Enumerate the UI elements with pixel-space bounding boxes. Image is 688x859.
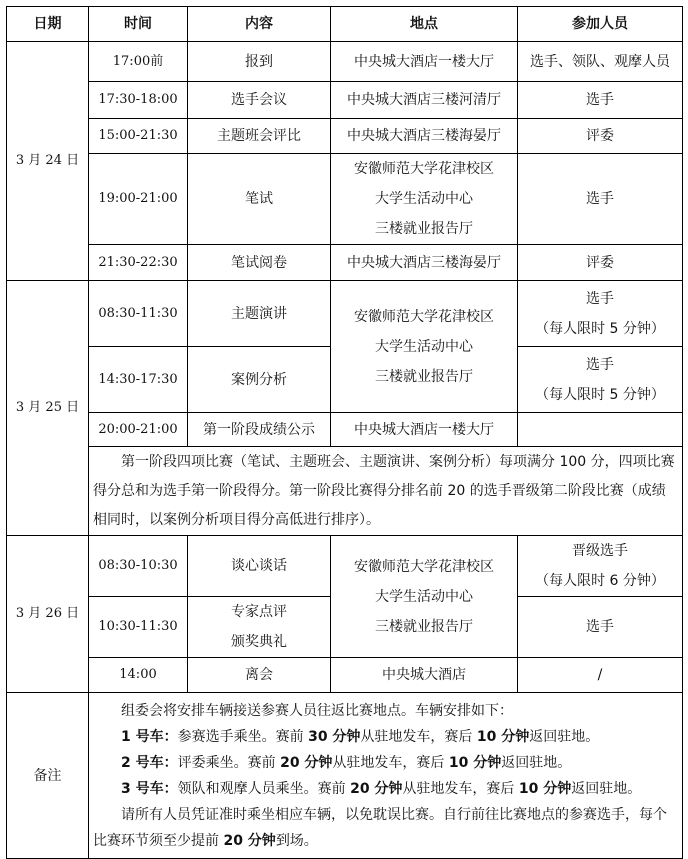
car-time: 10 分钟 [476, 728, 530, 745]
car-text: 评委乘坐。赛前 [177, 754, 281, 771]
car-name: 2 号车： [121, 754, 178, 771]
table-row [7, 154, 683, 245]
place-line: 大学生活动中心 [375, 191, 473, 207]
car-line [93, 724, 678, 750]
table-row [7, 447, 683, 536]
table-row [7, 42, 683, 82]
time-cell: 17:30-18:00 [89, 82, 188, 119]
place-line: 安徽师范大学花津校区 [354, 558, 494, 575]
car-time: 30 分钟 [308, 728, 361, 745]
car-line [93, 776, 678, 802]
table-row [7, 82, 683, 119]
people-cell: 选手 [518, 597, 683, 658]
place-cell: 中央城大酒店三楼海晏厅 [331, 245, 518, 281]
car-name: 1 号车： [121, 728, 178, 745]
car-time: 10 分钟 [518, 780, 572, 797]
people-cell: 评委 [518, 119, 683, 154]
car-text: 从驻地发车，赛后 [402, 780, 519, 797]
header-place: 地点 [331, 7, 518, 42]
car-time: 10 分钟 [448, 754, 502, 771]
remarks-outro [93, 802, 678, 854]
people-cell [518, 281, 683, 347]
content-cell: 案例分析 [188, 347, 331, 413]
content-cell: 离会 [188, 658, 331, 693]
people-line: 选手 [586, 290, 614, 307]
people-cell: 评委 [518, 245, 683, 281]
people-cell [518, 536, 683, 597]
car-text: 返回驻地。 [529, 728, 600, 745]
place-line: 大学生活动中心 [375, 338, 473, 355]
people-line: 选手 [586, 356, 614, 373]
content-cell: 主题演讲 [188, 281, 331, 347]
place-line: 三楼就业报告厅 [375, 221, 473, 237]
place-cell: 中央城大酒店一楼大厅 [331, 413, 518, 447]
table-row [7, 281, 683, 347]
header-row [7, 7, 683, 42]
table-row [7, 658, 683, 693]
header-date: 日期 [7, 7, 89, 42]
car-time: 20 分钟 [350, 780, 403, 797]
time-cell: 15:00-21:30 [89, 119, 188, 154]
place-cell: 中央城大酒店一楼大厅 [331, 42, 518, 82]
remarks-outro-text: 请所有人员凭证准时乘坐相应车辆，以免耽误比赛。自行前往比赛地点的参赛选手，每个比赛环节须至少提前 [93, 806, 667, 849]
people-cell [518, 347, 683, 413]
remarks-intro [93, 698, 678, 724]
place-cell [331, 281, 518, 413]
car-text: 从驻地发车，赛后 [332, 754, 449, 771]
table-row [7, 119, 683, 154]
people-cell: 选手、领队、观摩人员 [518, 42, 683, 82]
table-row [7, 413, 683, 447]
content-line: 专家点评 [231, 604, 287, 620]
content-cell: 第一阶段成绩公示 [188, 413, 331, 447]
time-cell: 14:00 [89, 658, 188, 693]
people-cell [518, 413, 683, 447]
car-time: 20 分钟 [280, 754, 333, 771]
content-cell: 笔试 [188, 154, 331, 245]
content-cell: 笔试阅卷 [188, 245, 331, 281]
time-cell: 10:30-11:30 [89, 597, 188, 658]
date-cell: 3 月 24 日 [7, 42, 89, 281]
place-cell [331, 154, 518, 245]
people-cell: 选手 [518, 82, 683, 119]
header-time: 时间 [89, 7, 188, 42]
car-text: 领队和观摩人员乘坐。赛前 [177, 780, 351, 797]
time-cell: 14:30-17:30 [89, 347, 188, 413]
place-cell: 中央城大酒店三楼海晏厅 [331, 119, 518, 154]
content-cell [188, 597, 331, 658]
people-line: （每人限时 5 分钟） [535, 386, 665, 403]
people-cell: 选手 [518, 154, 683, 245]
place-line: 大学生活动中心 [375, 588, 473, 605]
car-line [93, 750, 678, 776]
time-cell: 21:30-22:30 [89, 245, 188, 281]
date-cell: 3 月 26 日 [7, 536, 89, 693]
content-cell: 选手会议 [188, 82, 331, 119]
place-line: 安徽师范大学花津校区 [354, 161, 494, 177]
header-people: 参加人员 [518, 7, 683, 42]
content-cell: 主题班会评比 [188, 119, 331, 154]
remarks-label: 备注 [7, 693, 89, 859]
schedule-document [6, 6, 683, 859]
time-cell: 17:00前 [89, 42, 188, 82]
people-line: （每人限时 5 分钟） [535, 320, 665, 337]
place-cell: 中央城大酒店 [331, 658, 518, 693]
remarks-row [7, 693, 683, 859]
place-line: 安徽师范大学花津校区 [354, 308, 494, 325]
header-content: 内容 [188, 7, 331, 42]
date-cell: 3 月 25 日 [7, 281, 89, 536]
place-line: 三楼就业报告厅 [375, 618, 473, 635]
place-cell: 中央城大酒店三楼河清厅 [331, 82, 518, 119]
remarks-content [89, 693, 683, 859]
people-line: （每人限时 6 分钟） [535, 573, 665, 589]
place-line: 三楼就业报告厅 [375, 368, 473, 385]
people-cell: / [518, 658, 683, 693]
place-cell [331, 536, 518, 658]
time-cell: 08:30-10:30 [89, 536, 188, 597]
car-text: 返回驻地。 [501, 754, 572, 771]
time-cell: 08:30-11:30 [89, 281, 188, 347]
content-cell: 报到 [188, 42, 331, 82]
car-text: 从驻地发车，赛后 [360, 728, 477, 745]
people-line: 晋级选手 [572, 543, 628, 559]
stage-one-note-text: 第一阶段四项比赛（笔试、主题班会、主题演讲、案例分析）每项满分 100 分，四项比赛得分总和为选手第一阶段得分。第一阶段比赛得分排名前 20 的选手晋级第二阶段比赛（成绩相同时，以案例分析项目得分高低进行排序）。 [93, 453, 675, 528]
remarks-outro-end: 到场。 [275, 832, 318, 849]
table-row [7, 245, 683, 281]
time-cell: 20:00-21:00 [89, 413, 188, 447]
remarks-intro-text: 组委会将安排车辆接送参赛人员往返比赛地点。车辆安排如下： [121, 702, 513, 719]
stage-one-note [89, 447, 683, 536]
time-cell: 19:00-21:00 [89, 154, 188, 245]
content-line: 颁奖典礼 [231, 634, 287, 650]
car-text: 参赛选手乘坐。赛前 [177, 728, 309, 745]
content-cell: 谈心谈话 [188, 536, 331, 597]
table-row [7, 536, 683, 597]
car-name: 3 号车： [121, 780, 178, 797]
car-text: 返回驻地。 [571, 780, 642, 797]
remarks-outro-time: 20 分钟 [223, 832, 276, 849]
schedule-table [6, 6, 683, 859]
